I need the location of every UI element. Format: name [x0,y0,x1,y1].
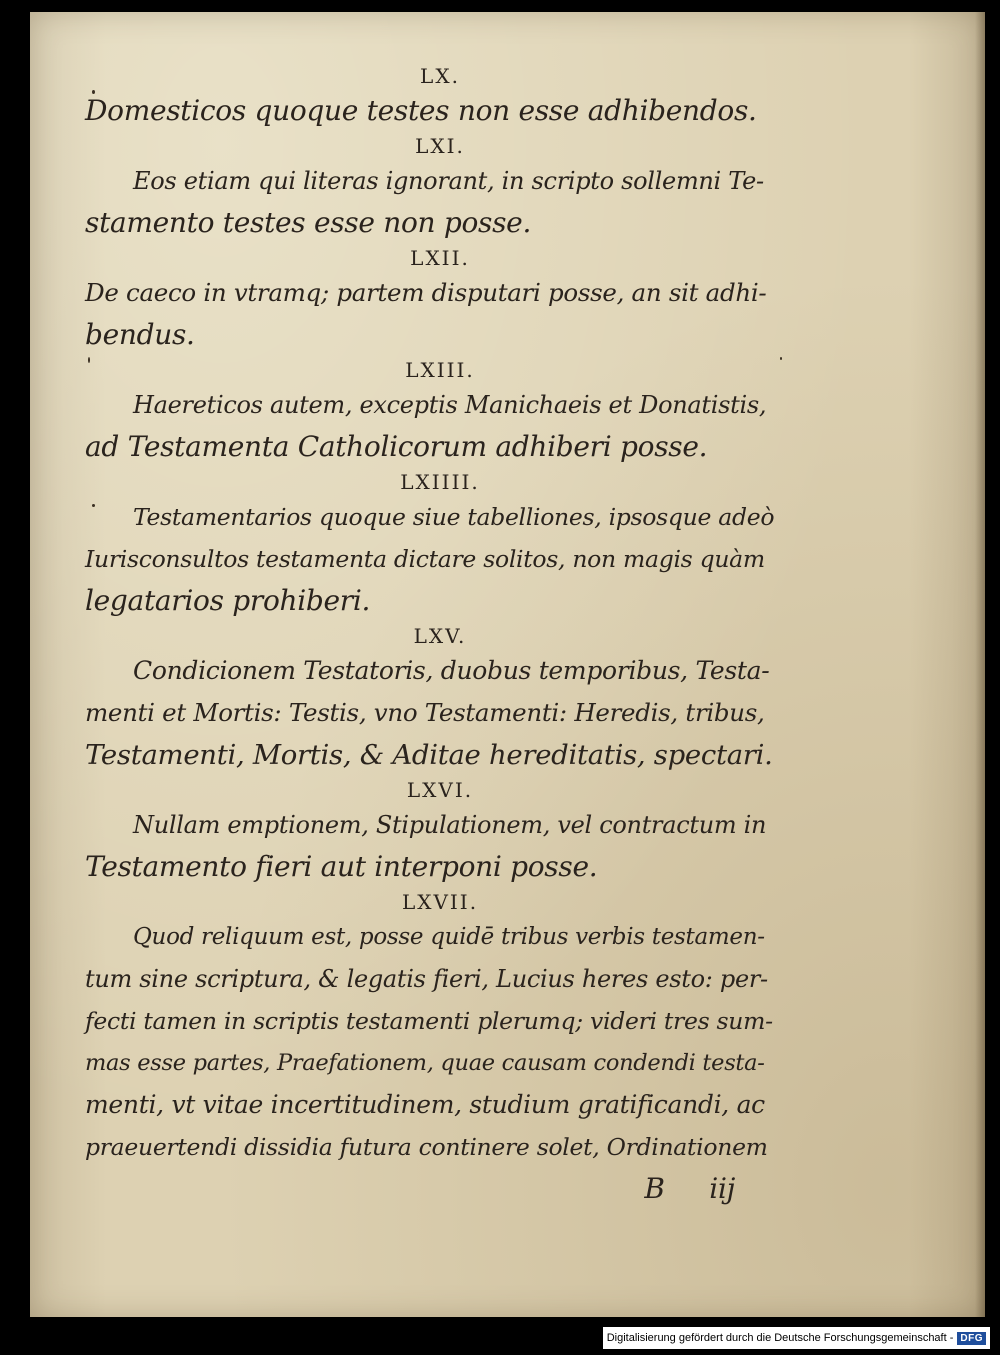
page-signature: B iij [644,1172,735,1205]
text-line: praeuertendi dissidia futura continere solet, Ordinationem [85,1133,768,1161]
footer-text: Digitalisierung gefördert durch die Deutsche Forschungsgemeinschaft - [606,1332,954,1344]
text-line: Testamento fieri aut interponi posse. [85,850,598,883]
section-number: LXIIII. [400,470,480,494]
text-line: menti et Mortis: Testis, vno Testamenti: Heredis, tribus, [85,698,765,727]
text-line: Domesticos quoque testes non esse adhibendos. [85,94,757,127]
section-number: LXIII. [405,358,475,382]
page-edge-shadow [975,12,985,1317]
text-line: bendus. [85,318,195,351]
text-line: Nullam emptionem, Stipulationem, vel contractum in [133,811,767,839]
text-line: legatarios prohiberi. [85,584,371,617]
text-line: De caeco in vtramq; partem disputari posse, an sit adhi- [85,278,767,307]
text-line: Quod reliquum est, posse quidē tribus verbis testamen- [133,924,765,950]
ink-speck [780,357,782,360]
text-line: Haereticos autem, exceptis Manichaeis et Donatistis, [133,391,767,419]
text-line: Iurisconsultos testamenta dictare solitos, non magis quàm [85,545,765,573]
section-number: LXI. [415,134,465,158]
section-number: LXII. [410,246,470,270]
text-block [85,62,775,1210]
section-number: LXVII. [401,890,479,914]
text-line: Eos etiam qui literas ignorant, in scripto sollemni Te- [133,167,764,195]
text-line: ad Testamenta Catholicorum adhiberi posse. [85,430,708,463]
section-number: LXV. [413,624,467,648]
text-line: Testamentarios quoque siue tabelliones, ipsosque adeò [133,503,775,531]
text-line: mas esse partes, Praefationem, quae causam condendi testa- [85,1050,765,1076]
text-line: fecti tamen in scriptis testamenti plerumq; videri tres sum- [85,1007,773,1035]
text-line: Condicionem Testatoris, duobus temporibus, Testa- [133,656,770,685]
section-number: LX. [420,64,460,88]
text-line: menti, vt vitae incertitudinem, studium gratificandi, ac [85,1090,765,1119]
footer-credit [603,1327,990,1349]
text-line: stamento testes esse non posse. [85,206,532,239]
text-line: tum sine scriptura, & legatis fieri, Lucius heres esto: per- [85,965,768,993]
text-line: Testamenti, Mortis, & Aditae hereditatis, spectari. [85,739,773,771]
book-page [30,12,985,1317]
dfg-logo-icon: DFG [957,1332,986,1345]
section-number: LXVI. [406,778,474,802]
